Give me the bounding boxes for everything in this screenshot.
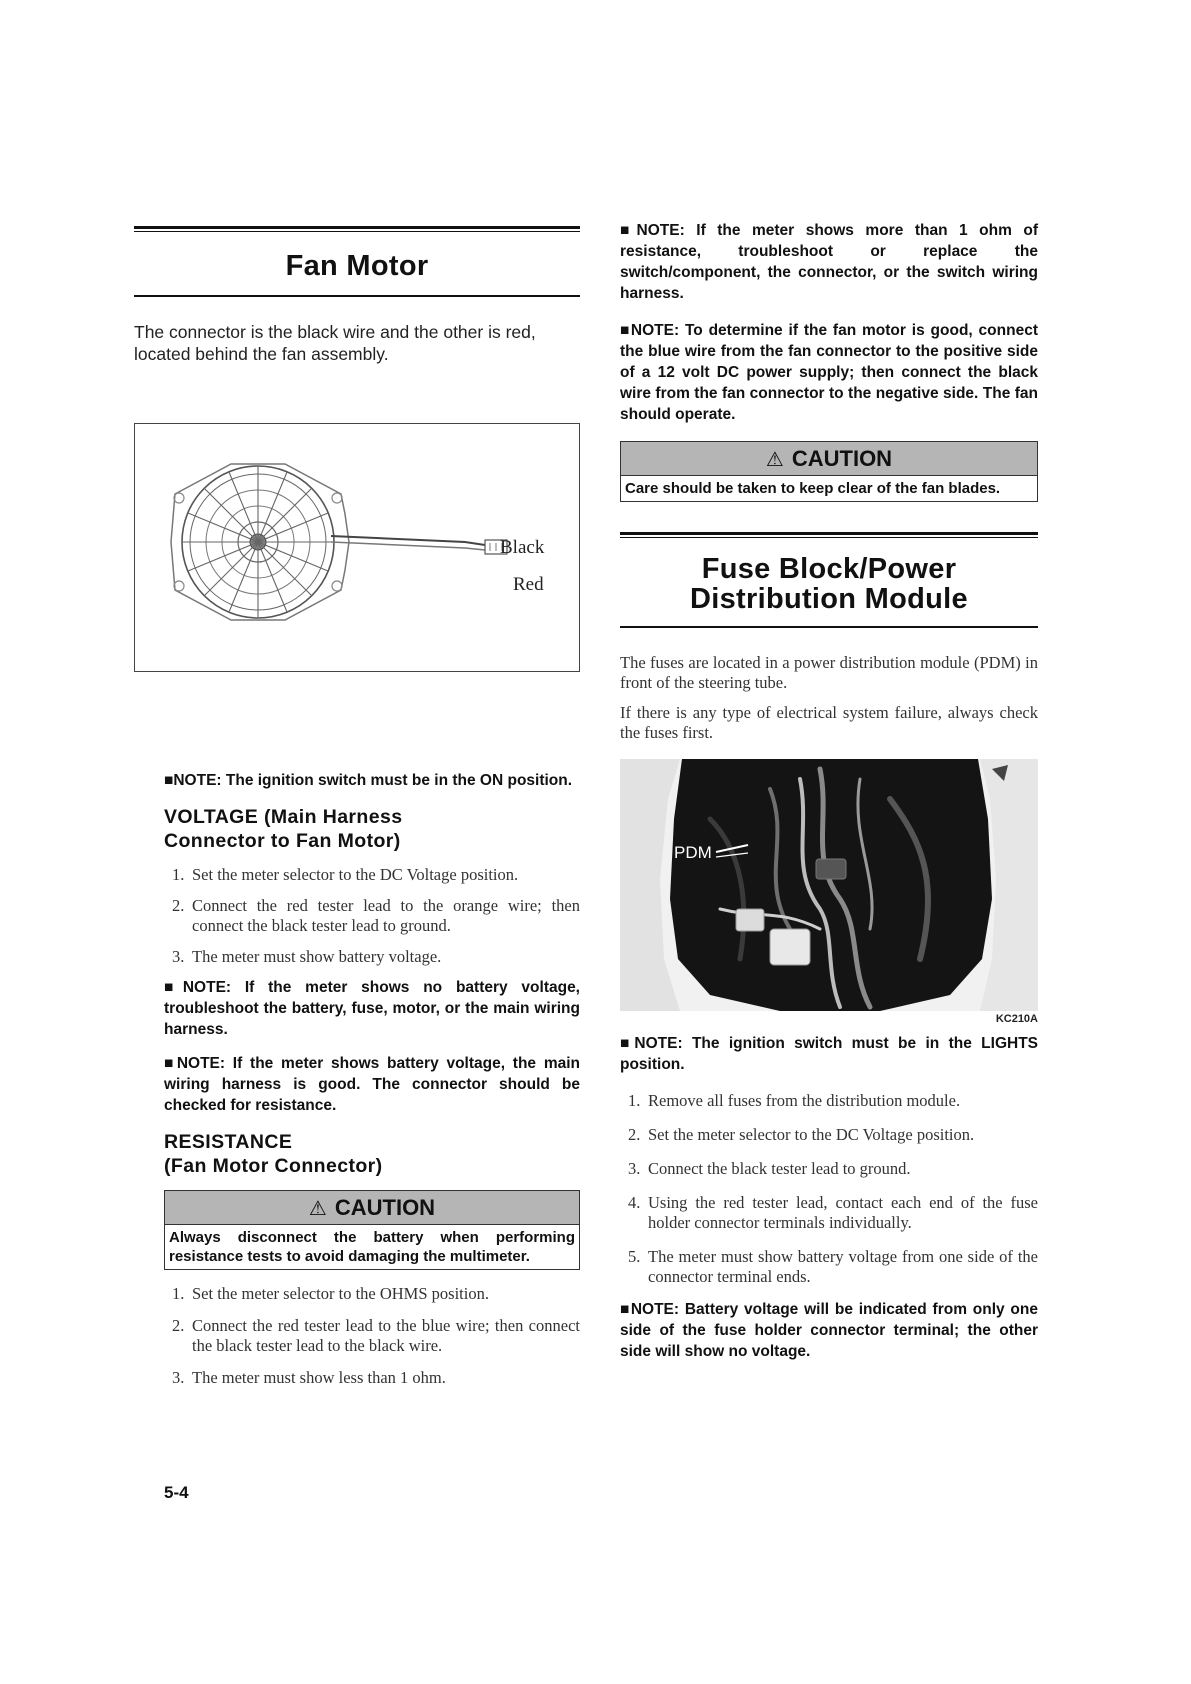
resistance-heading-line1: RESISTANCE: [164, 1131, 293, 1153]
pdm-label: PDM: [674, 843, 712, 862]
fan-motor-figure: [134, 423, 580, 672]
caution-box-resistance: [164, 1190, 580, 1270]
resistance-step: 3. The meter must show less than 1 ohm.: [172, 1368, 446, 1387]
fan-motor-illustration: [135, 424, 578, 670]
voltage-steps: [134, 865, 580, 967]
voltage-step: 2. Connect the red tester lead to the orange wire; then connect the black tester lead to ground.: [172, 896, 580, 935]
fuse-test-steps: [620, 1091, 1038, 1287]
caution-header: ⚠ CAUTION: [621, 442, 1037, 476]
title-bottom-rule: [620, 626, 1038, 628]
title-top-rule: [620, 532, 1038, 538]
resistance-steps: [134, 1284, 580, 1388]
left-column: [134, 226, 580, 1388]
resistance-heading-line2: (Fan Motor Connector): [164, 1155, 383, 1177]
resistance-step: 1. Set the meter selector to the OHMS position.: [172, 1284, 489, 1303]
fuse-step: 5. The meter must show battery voltage from one side of the connector terminal ends.: [628, 1247, 1038, 1286]
fan-motor-intro: The connector is the black wire and the other is red, located behind the fan assembly.: [134, 322, 536, 364]
fuse-step: 3. Connect the black tester lead to ground.: [628, 1159, 911, 1178]
warning-triangle-icon: ⚠: [765, 449, 784, 471]
pdm-photo-illustration: [620, 759, 1038, 1011]
pdm-photo: [620, 759, 1038, 1011]
fuse-block-title: Fuse Block/Power Distribution Module: [690, 553, 968, 615]
note-battery-one-side: ■NOTE: Battery voltage will be indicated from only one side of the fuse holder connector terminal; the other side will show no voltage.: [620, 1301, 1038, 1360]
caution-text: Care should be taken to keep clear of the fan blades.: [625, 480, 1001, 497]
resistance-step: 2. Connect the red tester lead to the blue wire; then connect the black tester lead to the black wire.: [172, 1316, 580, 1355]
fuse-step: 2. Set the meter selector to the DC Voltage position.: [628, 1125, 975, 1144]
fuse-step: 1. Remove all fuses from the distribution module.: [628, 1091, 961, 1110]
note-no-voltage: ■NOTE: If the meter shows no battery voltage, troubleshoot the battery, fuse, motor, or the main wiring harness.: [164, 979, 580, 1038]
voltage-heading-line1: VOLTAGE (Main Harness: [164, 806, 403, 828]
title-top-rule: [134, 226, 580, 232]
note-battery-voltage: ■NOTE: If the meter shows battery voltage, the main wiring harness is good. The connector should be checked for resistance.: [164, 1055, 580, 1114]
fan-motor-title: Fan Motor: [285, 250, 429, 282]
caution-text: Always disconnect the battery when performing resistance tests to avoid damaging the multimeter.: [169, 1229, 575, 1265]
right-column: [620, 220, 1038, 1362]
red-wire-label: Red: [513, 574, 544, 595]
voltage-heading: [134, 805, 580, 853]
fuse-step: 4. Using the red tester lead, contact each end of the fuse holder connector terminals individually.: [628, 1193, 1038, 1232]
voltage-step: 1. Set the meter selector to the DC Voltage position.: [172, 865, 519, 884]
page-number: 5-4: [164, 1483, 189, 1502]
note-more-than-1-ohm: ■NOTE: If the meter shows more than 1 ohm of resistance, troubleshoot or replace the switch/component, the connector, or the switch wiring harness.: [620, 222, 1038, 302]
black-wire-label: Black: [500, 537, 545, 558]
caution-box-fan-blades: [620, 441, 1038, 502]
voltage-heading-line2: Connector to Fan Motor): [164, 830, 401, 852]
caution-header: ⚠ CAUTION: [165, 1191, 579, 1225]
title-bottom-rule: [134, 295, 580, 297]
warning-triangle-icon: ⚠: [308, 1198, 327, 1220]
fuse-check-para: If there is any type of electrical system failure, always check the fuses first.: [620, 703, 1038, 742]
note-ignition-lights: ■NOTE: The ignition switch must be in the LIGHTS position.: [620, 1035, 1038, 1073]
photo-code: KC210A: [995, 1013, 1038, 1025]
note-ignition-on: ■NOTE: The ignition switch must be in the ON position.: [164, 772, 573, 789]
voltage-step: 3. The meter must show battery voltage.: [172, 947, 442, 966]
fuse-location-para: The fuses are located in a power distribution module (PDM) in front of the steering tube.: [620, 653, 1038, 692]
note-fan-good: ■NOTE: To determine if the fan motor is good, connect the blue wire from the fan connector to the positive side of a 12 volt DC power supply; then connect the black wire from the fan connector to the negative side. The fan should operate.: [620, 322, 1038, 423]
resistance-heading: [134, 1130, 580, 1178]
